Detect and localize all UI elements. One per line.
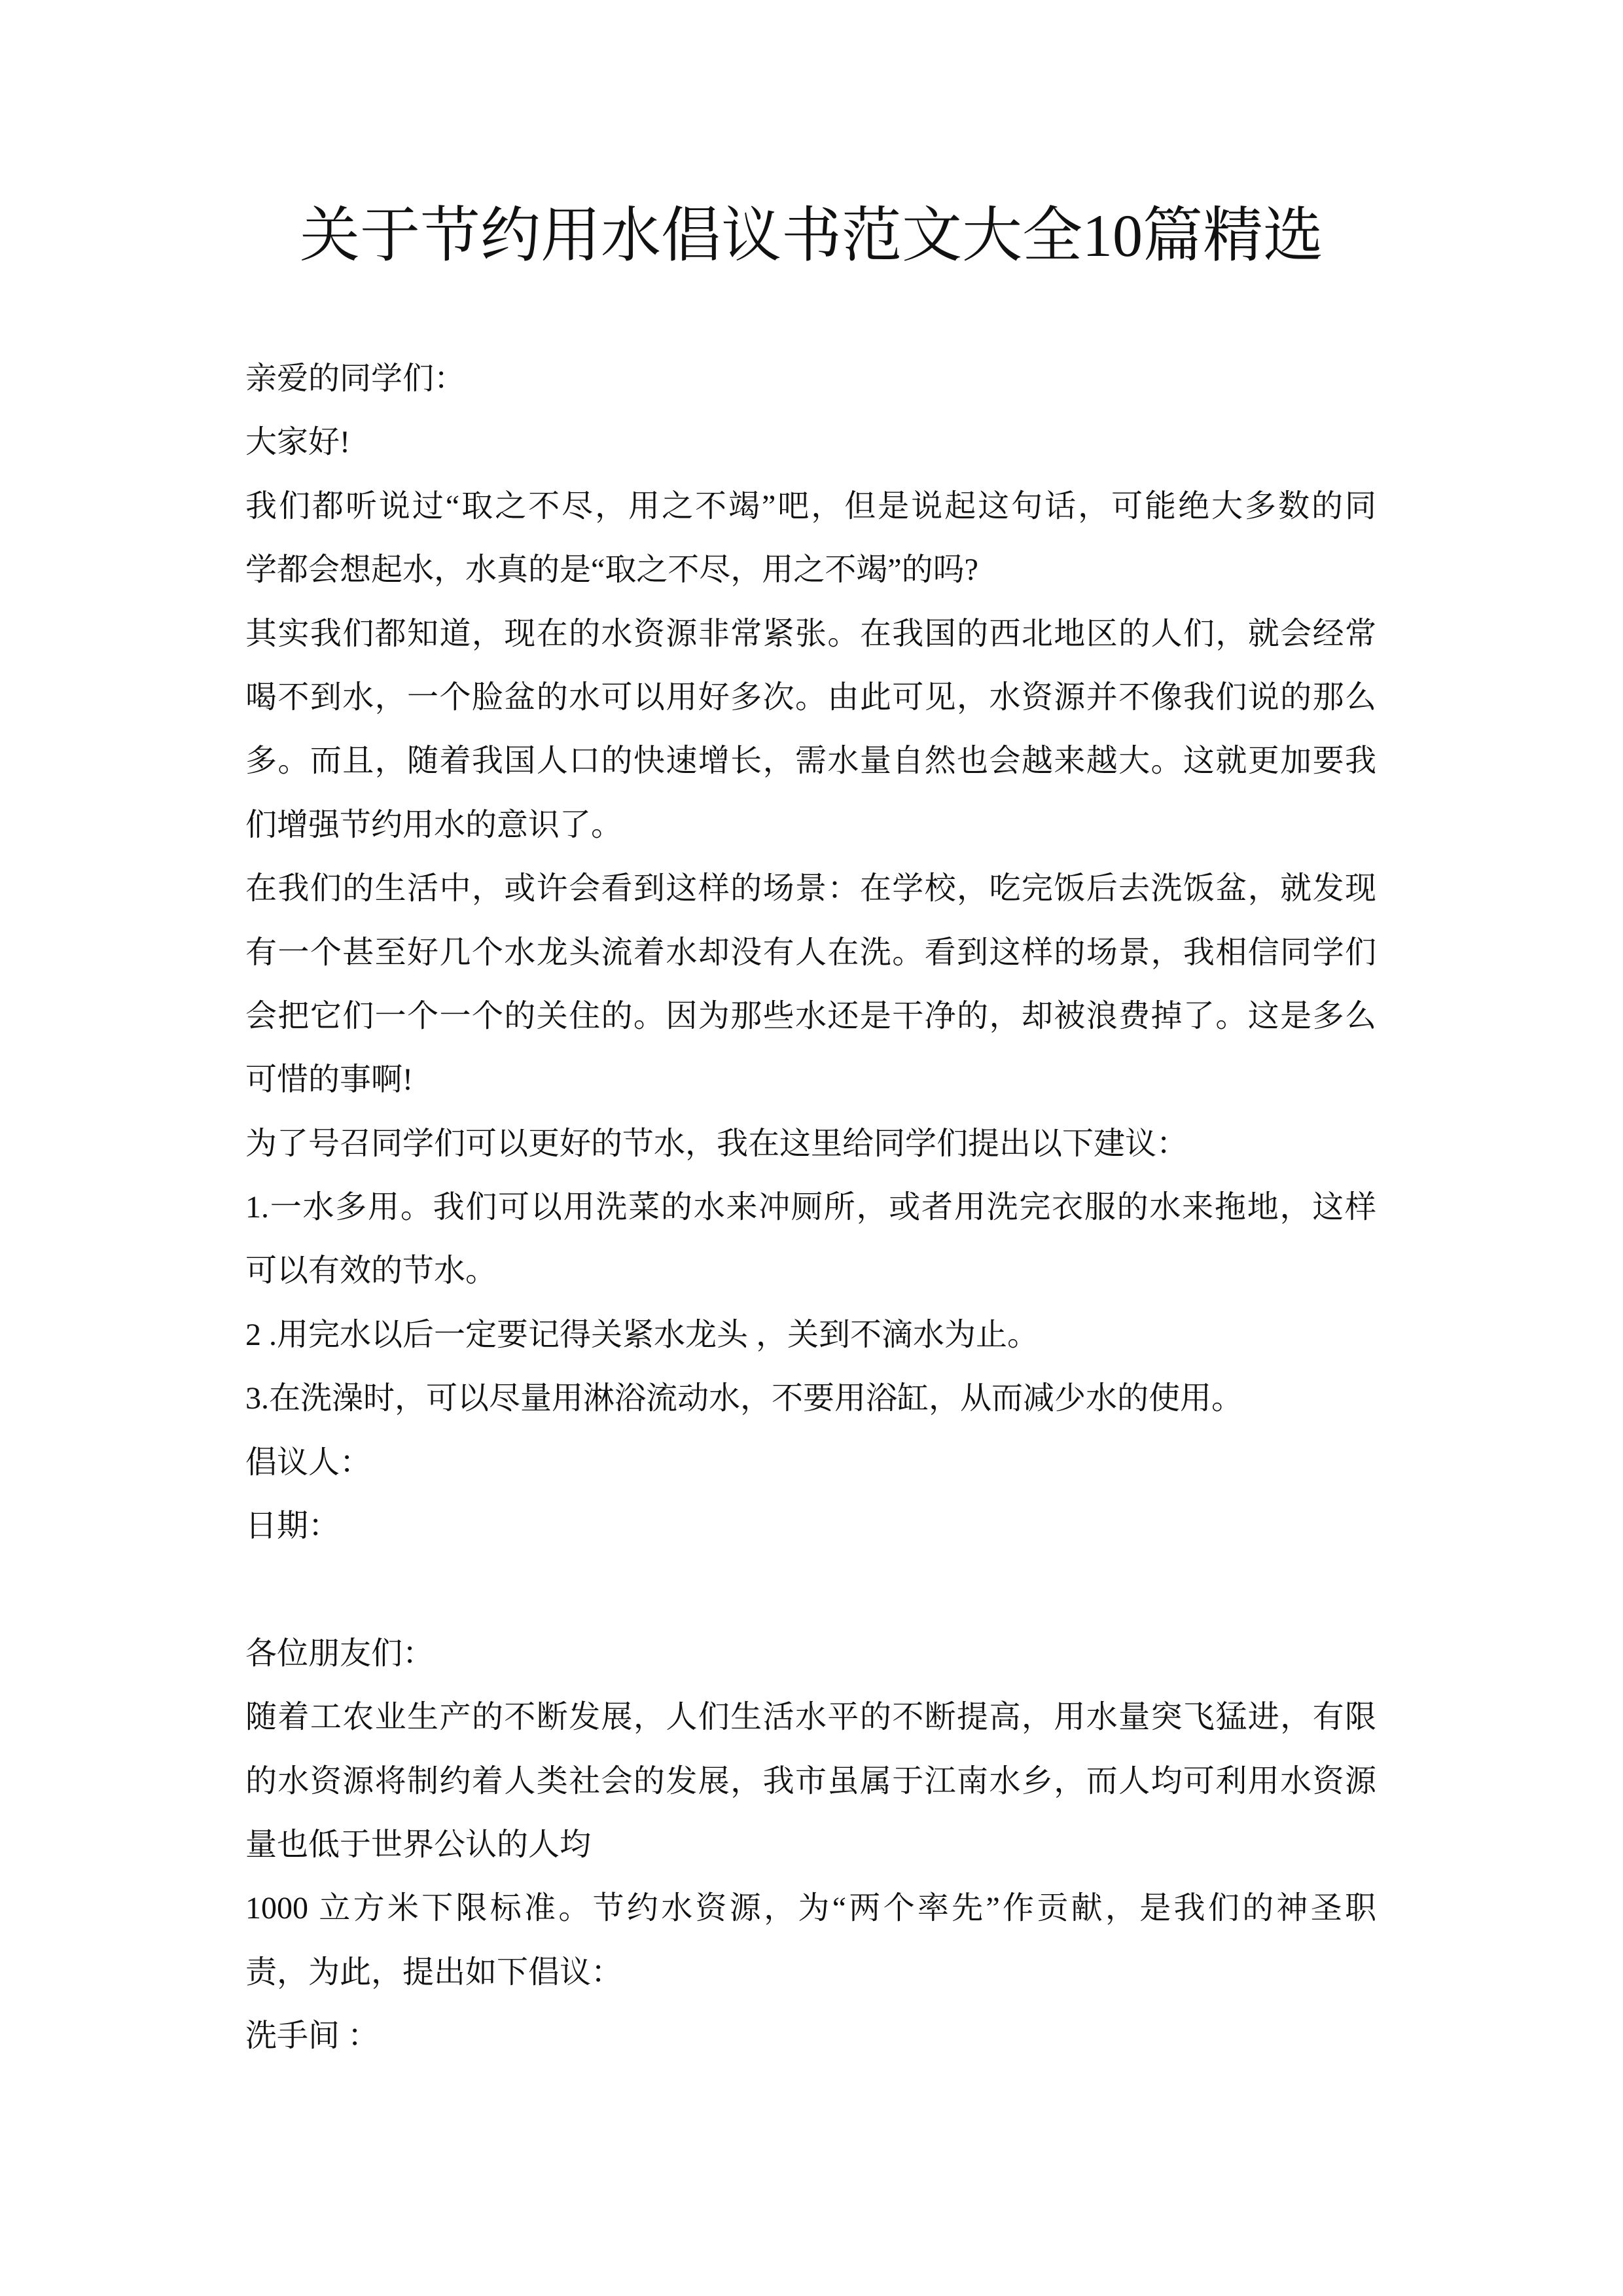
list-item: 1.一水多用。我们可以用洗菜的水来冲厕所，或者用洗完衣服的水来拖地，这样 (245, 1190, 1376, 1225)
signer-label: 倡议人： (245, 1444, 372, 1480)
text-line: 为了号召同学们可以更好的节水，我在这里给同学们提出以下建议： (245, 1126, 1188, 1161)
blank-line (245, 1558, 1376, 1621)
text-line: 大家好! (245, 425, 350, 460)
text-line: 学都会想起水，水真的是“取之不尽，用之不竭”的吗? (245, 552, 978, 588)
greeting: 亲爱的同学们： (245, 361, 466, 396)
text-line: 随着工农业生产的不断发展，人们生活水平的不断提高，用水量突飞猛进，有限 (245, 1700, 1376, 1735)
list-item: 2 .用完水以后一定要记得关紧水龙头 ，关到不滴水为止。 (245, 1317, 1039, 1352)
greeting: 各位朋友们： (245, 1636, 435, 1671)
text-line: 可惜的事啊! (245, 1062, 413, 1098)
text-line: 的水资源将制约着人类社会的发展，我市虽属于江南水乡，而人均可利用水资源 (245, 1763, 1376, 1799)
list-item: 3.在洗澡时，可以尽量用淋浴流动水，不要用浴缸，从而减少水的使用。 (245, 1381, 1243, 1416)
text-line: 1000 立方米下限标准。节约水资源，为“两个率先”作贡献，是我们的神圣职 (245, 1891, 1376, 1926)
document-body (245, 347, 1376, 2068)
text-line: 可以有效的节水。 (245, 1253, 497, 1289)
section-label: 洗手间 ： (245, 2018, 380, 2054)
text-line: 们增强节约用水的意识了。 (245, 807, 623, 842)
text-line: 在我们的生活中，或许会看到这样的场景：在学校，吃完饭后去洗饭盆，就发现 (245, 871, 1376, 906)
date-label: 日期： (245, 1509, 340, 1544)
text-line: 其实我们都知道，现在的水资源非常紧张。在我国的西北地区的人们，就会经常 (245, 616, 1376, 651)
document-title: 关于节约用水倡议书范文大全10篇精选 (299, 202, 1323, 269)
text-line: 量也低于世界公认的人均 (245, 1827, 592, 1862)
text-line: 责，为此，提出如下倡议： (245, 1954, 623, 1990)
text-line: 多。而且，随着我国人口的快速增长，需水量自然也会越来越大。这就更加要我 (245, 744, 1376, 779)
text-line: 喝不到水，一个脸盆的水可以用好多次。由此可见，水资源并不像我们说的那么 (245, 679, 1376, 715)
text-line: 会把它们一个一个的关住的。因为那些水还是干净的，却被浪费掉了。这是多么 (245, 998, 1376, 1033)
text-line: 有一个甚至好几个水龙头流着水却没有人在洗。看到这样的场景，我相信同学们 (245, 935, 1376, 970)
text-line: 我们都听说过“取之不尽，用之不竭”吧，但是说起这句话，可能绝大多数的同 (245, 488, 1376, 524)
